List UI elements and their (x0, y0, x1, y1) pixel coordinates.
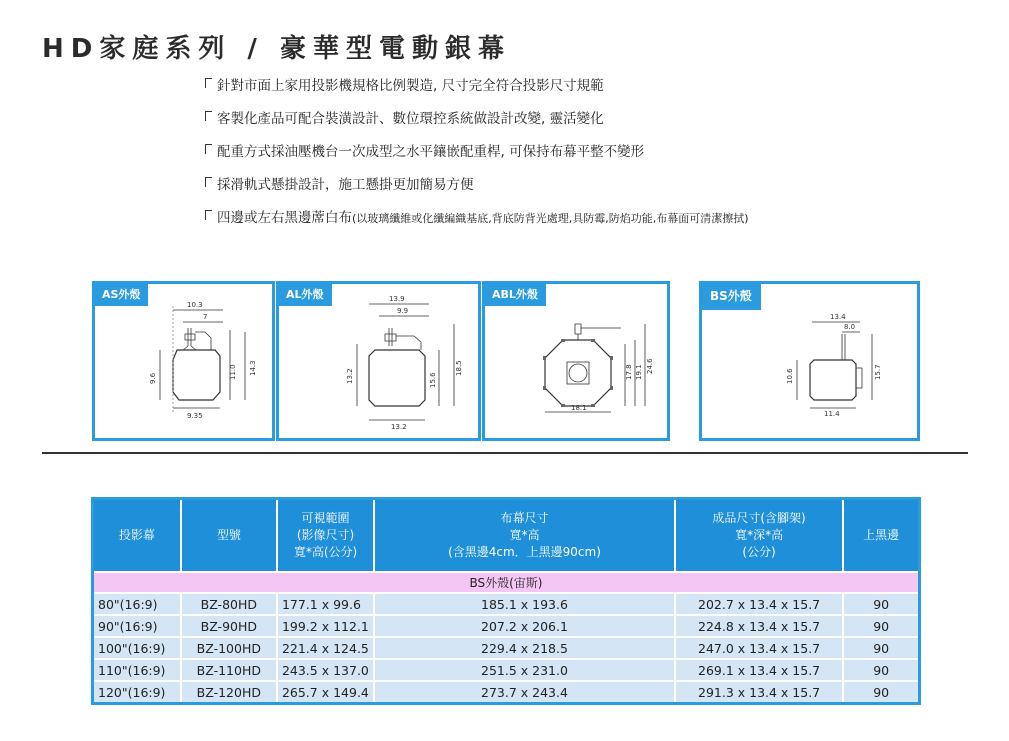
bs-dim: 13.4 (830, 313, 846, 321)
al-housing-panel (276, 281, 481, 441)
cell-size: 110"(16:9) (93, 659, 181, 681)
cell-product: 202.7 x 13.4 x 15.7 (675, 593, 843, 615)
feature-item: 配重方式採油壓機台一次成型之水平鑲嵌配重桿, 可保持布幕平整不變形 (205, 142, 749, 175)
table-row (93, 593, 920, 615)
cell-product: 224.8 x 13.4 x 15.7 (675, 615, 843, 637)
spec-table (91, 497, 921, 705)
cell-size: 120"(16:9) (93, 681, 181, 704)
al-housing-tag: AL外殼 (278, 283, 332, 306)
header-visible: 可視範圍 (影像尺寸) 寬*高(公分) (277, 499, 374, 573)
cell-product: 291.3 x 13.4 x 15.7 (675, 681, 843, 704)
as-dim: 14.3 (249, 360, 257, 376)
cell-visible: 243.5 x 137.0 (277, 659, 374, 681)
header-top-border: 上黑邊 (843, 499, 919, 573)
table-subheader-row (93, 572, 920, 593)
cell-fabric: 185.1 x 193.6 (374, 593, 675, 615)
as-dim: 11.0 (229, 364, 237, 380)
as-housing-tag: AS外殼 (94, 283, 148, 306)
abl-housing-panel (482, 281, 670, 441)
al-dim: 18.5 (455, 360, 463, 376)
abl-housing-diagram (485, 284, 673, 444)
cell-size: 80"(16:9) (93, 593, 181, 615)
as-dim: 9.35 (187, 412, 203, 420)
cell-visible: 177.1 x 99.6 (277, 593, 374, 615)
feature-item: 客製化產品可配合裝潢設計、數位環控系統做設計改變, 靈活變化 (205, 109, 749, 142)
cell-top: 90 (843, 681, 919, 704)
table-row (93, 615, 920, 637)
header-product: 成品尺寸(含腳架) 寬*深*高 (公分) (675, 499, 843, 573)
cell-top: 90 (843, 637, 919, 659)
subheader-label: BS外殼(宙斯) (93, 572, 920, 593)
al-dim: 13.9 (389, 295, 405, 303)
cell-top: 90 (843, 593, 919, 615)
bs-dim: 10.6 (786, 368, 794, 384)
page-title: HD家庭系列 / 豪華型電動銀幕 (42, 34, 511, 64)
cell-top: 90 (843, 659, 919, 681)
table-row (93, 681, 920, 704)
cell-model: BZ-120HD (181, 681, 277, 704)
table-row (93, 637, 920, 659)
bs-housing-panel (699, 281, 920, 441)
feature-list (205, 76, 749, 241)
abl-dim: 19.1 (635, 364, 643, 380)
cell-fabric: 273.7 x 243.4 (374, 681, 675, 704)
bs-housing-tag: BS外殼 (701, 283, 761, 310)
feature-note: (以玻璃纖維或化纖編織基底,背底防背光處理,具防霉,防焰功能,布幕面可清潔擦拭) (352, 212, 749, 225)
cell-model: BZ-110HD (181, 659, 277, 681)
abl-dim: 17.8 (625, 364, 633, 380)
header-projector: 投影幕 (93, 499, 181, 573)
cell-visible: 199.2 x 112.1 (277, 615, 374, 637)
al-dim: 9.9 (397, 307, 409, 315)
cell-visible: 221.4 x 124.5 (277, 637, 374, 659)
table-row (93, 659, 920, 681)
feature-item: 針對市面上家用投影機規格比例製造, 尺寸完全符合投影尺寸規範 (205, 76, 749, 109)
al-dim: 13.2 (391, 423, 407, 431)
cell-model: BZ-80HD (181, 593, 277, 615)
as-housing-panel (92, 281, 275, 441)
cell-product: 269.1 x 13.4 x 15.7 (675, 659, 843, 681)
al-dim: 13.2 (346, 368, 354, 384)
feature-item: 四邊或左右黑邊蓆白布(以玻璃纖維或化纖編織基底,背底防背光處理,具防霉,防焰功能,布幕面可清潔擦拭) (205, 208, 749, 241)
cell-size: 90"(16:9) (93, 615, 181, 637)
cell-top: 90 (843, 615, 919, 637)
feature-item: 採滑軌式懸掛設計，施工懸掛更加簡易方便 (205, 175, 749, 208)
section-divider (42, 452, 968, 454)
cell-visible: 265.7 x 149.4 (277, 681, 374, 704)
cell-size: 100"(16:9) (93, 637, 181, 659)
cell-fabric: 207.2 x 206.1 (374, 615, 675, 637)
cell-model: BZ-100HD (181, 637, 277, 659)
bs-dim: 11.4 (824, 410, 840, 418)
abl-housing-tag: ABL外殼 (484, 283, 546, 306)
cell-model: BZ-90HD (181, 615, 277, 637)
bs-dim: 8.0 (844, 323, 856, 331)
abl-dim: 18.1 (571, 404, 587, 412)
as-dim: 9.6 (149, 372, 157, 384)
cell-fabric: 251.5 x 231.0 (374, 659, 675, 681)
as-dim: 7 (203, 313, 208, 321)
table-header-row (93, 499, 920, 573)
cell-product: 247.0 x 13.4 x 15.7 (675, 637, 843, 659)
as-housing-diagram (95, 284, 278, 444)
bs-dim: 15.7 (874, 364, 882, 380)
header-fabric: 布幕尺寸 寬*高 (含黑邊4cm．上黑邊90cm) (374, 499, 675, 573)
abl-dim: 24.6 (646, 358, 654, 374)
al-housing-diagram (279, 284, 484, 444)
header-model: 型號 (181, 499, 277, 573)
cell-fabric: 229.4 x 218.5 (374, 637, 675, 659)
al-dim: 15.6 (429, 372, 437, 388)
as-dim: 10.3 (187, 301, 203, 309)
